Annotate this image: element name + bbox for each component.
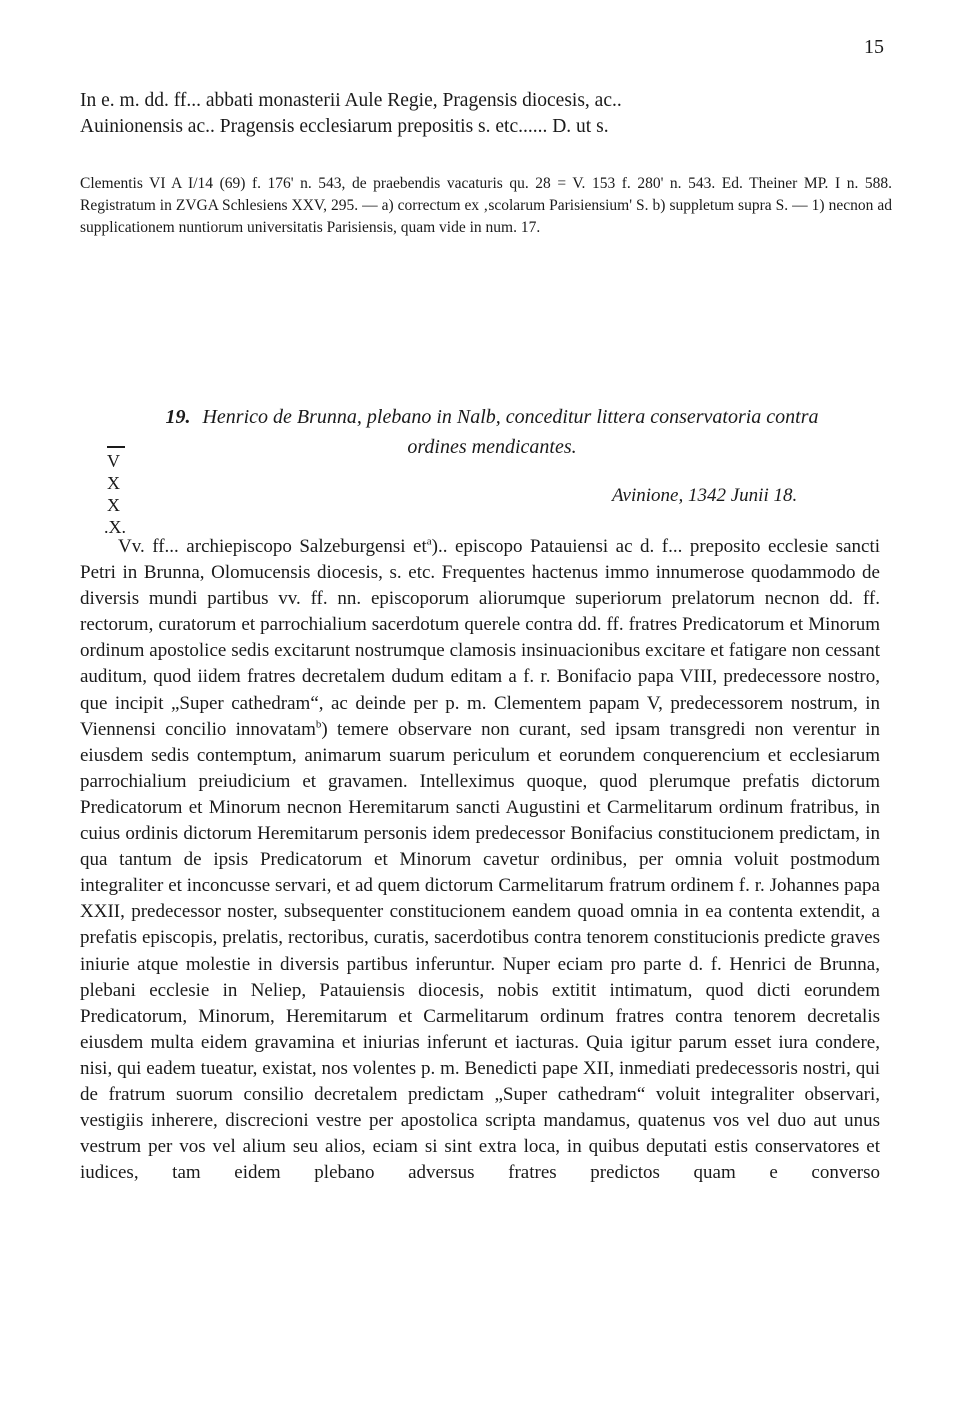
address-line-2: Auinionensis ac.. Pragensis ecclesiarum prepositis s. etc...... D. ut s. (80, 116, 609, 137)
sigla-item: X (107, 473, 120, 493)
source-notes: Clementis VI A I/14 (69) f. 176' n. 543, de praebendis vacaturis qu. 28 = V. 153 f. 280' n. 543. Ed. Theiner MP. I n. 588. Registratum in ZVGA Schlesiens XXV, 295. — a) correctum ex ‚scolarum Parisiensium' S. b) suppletum supra S. — 1) necnon ad supplicationem nuntiorum universitatis Parisiensis, quam vide in num. 17. (80, 175, 892, 236)
footnote-marker-a: a (426, 535, 432, 548)
document-heading (92, 402, 892, 462)
sigla-item: .X. (104, 517, 126, 537)
body-text-part-1: Vv. ff... archiepiscopo Salzeburgensi et (118, 536, 427, 557)
body-text-part-3: ) temere observare non curant, sed ipsam transgredi non verentur in eiusdem sedis contemptum, animarum suarum periculum et eorundem conquerencium et ecclesiarum parrochialium preiudicium et gravamen. Intelleximus quoque, quod plerumque prefatis dictorum Predicatorum et Minorum necnon Heremitarum sancti Augustini et Carmelitarum ordinum fratribus, in cuius ordinis dictorum Heremitarum personis idem predecessor Bonifacius constitucionem predictam, in qua tantum de ipsis Predicatorum et Minorum cavetur ordinibus, per omnia voluit postmodum integraliter et inconcusse servari, et ad quem dictorum Carmelitarum fratrum ordinem f. r. Johannes papa XXII, predecessor noster, subsequenter constitucionem eandem quoad omnia in ea contenta extendit, a prefatis episcopis, prelatis, rectoribus, curatis, sacerdotibus contra tenorem constitucionis predicte graves iniurie atque molestie in diversis partibus inferuntur. Nuper eciam pro parte d. f. Henrici de Brunna, plebani ecclesie in Neliep, Patauiensis diocesis, nobis extitit intimatum, quod dicti eorundem Predicatorum, Minorum, Heremitarum et Carmelitarum ordinum fratres contra tenorem decretalis eiusdem multa eidem gravamina et iniurias inferunt et iacturas. Quia igitur parum esset iura condere, nisi, qui eadem tueatur, existat, nos volentes p. m. Benedicti pape XII, inmediati predecessoris nostri, qui de fratrum suorum consilio decretalem predictam „Super cathedram“ voluit integraliter observari, vestigiis inherere, discrecioni vestre per apostolica scripta mandamus, quatenus vos vel duo aut unus vestrum per vos vel alium seu alios, eciam si sint extra loca, in quibus deputati estis conservatores et iudices, tam eidem plebano adversus fratres predictos quam e converso (80, 718, 881, 1184)
body-text-part-2: ).. episcopo Patauiensi ac d. f... preposito ecclesie sancti Petri in Brunna, Olomucensis diocesis, s. etc. Frequentes hactenus immo innumerose quodammodo de diversis mundi partibus vv. ff. nn. episcoporum aliorumque superiorum prelatorum necnon dd. ff. rectorum, curatorum et parrochialium sacerdotum querele contra dd. ff. fratres Predicatorum et Minorum ordinum apostolice sedis excitarunt nostrumque clamosis insinuacionibus excitare et fatigare non cessant auditum, quod iidem fratres decretalem dudum editam a f. r. Bonifacio papa VIII, predecessore nostro, que incipit „Super cathedram“, ac deinde per p. m. Clementem papam V, predecessorem nostrum, in Viennensi concilio innovatam (80, 536, 880, 740)
sigla-item: X (107, 495, 120, 515)
document-title-line-1: Henrico de Brunna, plebano in Nalb, conceditur littera conservatoria contra (202, 406, 819, 428)
page-number: 15 (864, 36, 884, 58)
dateline: Avinione, 1342 Junii 18. (612, 485, 798, 506)
document-title-line-2: ordines mendicantes. (407, 436, 577, 458)
footnote-marker-b: b (315, 718, 322, 731)
document-body (80, 534, 880, 1186)
sigla-item: V (107, 451, 120, 471)
sigla-block (104, 446, 144, 538)
body-paragraph (80, 534, 880, 1186)
previous-document-address (80, 88, 890, 140)
address-line-1: In e. m. dd. ff... abbati monasterii Aule Regie, Pragensis diocesis, ac.. (80, 90, 622, 111)
sigla-overbar (107, 446, 125, 448)
document-number: 19. (165, 406, 191, 428)
